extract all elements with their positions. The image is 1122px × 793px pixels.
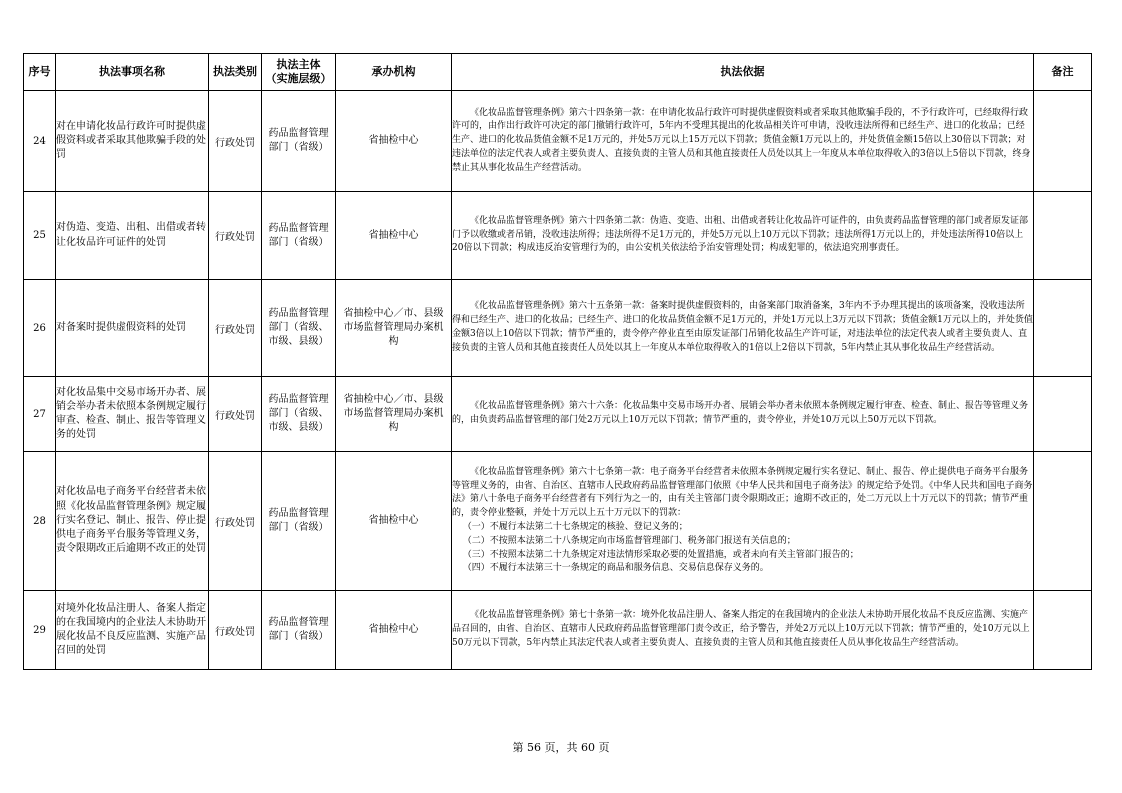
page-footer: 第 56 页，共 60 页 — [512, 741, 610, 754]
org-line: 省抽检中心 — [368, 515, 419, 526]
subject-line: 药品监督管理 — [268, 308, 329, 319]
subject-line: 药品监督管理 — [268, 222, 329, 234]
org-line: 省抽检中心 — [368, 624, 419, 635]
header-basis: 执法依据 — [452, 54, 1034, 91]
header-subject-line1: 执法主体 — [276, 58, 321, 71]
item-name: 对伪造、变造、出租、出借或者转让化妆品许可证件的处罚 — [56, 192, 209, 280]
basis-paragraph: 《化妆品监督管理条例》第六十四条第二款：伪造、变造、出租、出借或者转让化妆品许可证件的，由负责药品监督管理的部门或者原发证部门予以收缴或者吊销，没收违法所得；违法所得不足1万元的，并处5万元以上10万元以下罚款；违法所得1万元以上的，并处违法所得10倍以上20倍以下罚款；构成违反治安管理行为的，由公安机关依法给予治安管理处罚；构成犯罪的，依法追究刑事责任。 — [452, 215, 1029, 254]
table-row — [24, 377, 1092, 452]
table-row — [24, 591, 1092, 670]
subject-line: 部门（省级、 — [268, 322, 329, 333]
header-org: 承办机构 — [336, 54, 452, 91]
org-line: 市场监督管理局办案机 — [343, 408, 444, 419]
enforcement-subject — [262, 91, 336, 192]
subject-line: 药品监督管理 — [268, 617, 329, 628]
enforcement-subject — [262, 280, 336, 377]
subject-line: 部门（省级） — [268, 236, 329, 248]
header-subject-line2: （实施层级） — [265, 72, 332, 85]
row-number: 24 — [24, 91, 56, 192]
legal-basis — [452, 377, 1034, 452]
header-row — [24, 54, 1092, 91]
remark-cell — [1034, 91, 1092, 192]
org-line: 构 — [388, 422, 399, 433]
remark-cell — [1034, 591, 1092, 670]
enforcement-subject — [262, 591, 336, 670]
remark-cell — [1034, 377, 1092, 452]
enforcement-category: 行政处罚 — [209, 192, 262, 280]
handling-organization — [336, 280, 452, 377]
remark-cell — [1034, 452, 1092, 591]
handling-organization — [336, 192, 452, 280]
header-category: 执法类别 — [209, 54, 262, 91]
row-number: 26 — [24, 280, 56, 377]
org-line: 省抽检中心 — [368, 229, 419, 241]
remark-cell — [1034, 192, 1092, 280]
enforcement-subject — [262, 192, 336, 280]
org-line: 省抽检中心 — [368, 135, 419, 146]
item-name: 对境外化妆品注册人、备案人指定的在我国境内的企业法人未协助开展化妆品不良反应监测、实施产品召回的处罚 — [56, 591, 209, 670]
enforcement-category: 行政处罚 — [209, 591, 262, 670]
legal-basis — [452, 280, 1034, 377]
basis-paragraph: 《化妆品监督管理条例》第六十四条第一款：在申请化妆品行政许可时提供虚假资料或者采取其他欺骗手段的，不予行政许可，已经取得行政许可的，由作出行政许可决定的部门撤销行政许可，5年内不受理其提出的化妆品相关许可申请，没收违法所得和已经生产、进口的化妆品；已经生产、进口的化妆品货值金额不足1万元的，并处5万元以上15万元以下罚款；货值金额1万元以上的，并处货值金额15倍以上30倍以下罚款；对违法单位的法定代表人或者主要负责人、直接负责的主管人员和其他直接责任人员处以其上一年度从本单位取得收入的3倍以上5倍以下罚款，终身禁止其从事化妆品生产经营活动。 — [452, 107, 1031, 173]
subject-line: 部门（省级） — [268, 522, 329, 533]
handling-organization — [336, 91, 452, 192]
table-row — [24, 91, 1092, 192]
enforcement-category: 行政处罚 — [209, 452, 262, 591]
item-name: 对在申请化妆品行政许可时提供虚假资料或者采取其他欺骗手段的处罚 — [56, 91, 209, 192]
item-name: 对化妆品电子商务平台经营者未依照《化妆品监督管理条例》规定履行实名登记、制止、报告、停止提供电子商务平台服务等管理义务，责令限期改正后逾期不改正的处罚 — [56, 452, 209, 591]
subject-line: 药品监督管理 — [268, 508, 329, 519]
header-subject — [262, 54, 336, 91]
subject-line: 市级、县级） — [268, 336, 329, 347]
legal-basis — [452, 91, 1034, 192]
remark-cell — [1034, 280, 1092, 377]
table-row — [24, 192, 1092, 280]
handling-organization — [336, 377, 452, 452]
table-row — [24, 452, 1092, 591]
row-number: 28 — [24, 452, 56, 591]
basis-item: （三）不按照本法第二十九条规定对违法情形采取必要的处置措施，或者未向有关主管部门报告的； — [462, 549, 859, 560]
table-body — [24, 91, 1092, 670]
subject-line: 药品监督管理 — [268, 128, 329, 139]
item-name: 对化妆品集中交易市场开办者、展销会举办者未依照本条例规定履行审查、检查、制止、报告等管理义务的处罚 — [56, 377, 209, 452]
basis-paragraph: 《化妆品监督管理条例》第六十五条第一款：备案时提供虚假资料的，由备案部门取消备案，3年内不予办理其提出的该项备案，没收违法所得和已经生产、进口的化妆品；已经生产、进口的化妆品货值金额不足1万元的，并处1万元以上3万元以下罚款；货值金额1万元以上的，并处货值金额3倍以上10倍以下罚款；情节严重的，责令停产停业直至由原发证部门吊销化妆品生产许可证，对违法单位的法定代表人或者主要负责人、直接负责的主管人员和其他直接责任人员处以其上一年度从本单位取得收入的1倍以上2倍以下罚款，5年内禁止其从事化妆品生产经营活动。 — [452, 301, 1033, 353]
enforcement-category: 行政处罚 — [209, 280, 262, 377]
basis-item: （一）不履行本法第二十七条规定的核验、登记义务的； — [462, 522, 688, 532]
header-remark: 备注 — [1034, 54, 1092, 91]
handling-organization — [336, 591, 452, 670]
subject-line: 部门（省级） — [268, 631, 329, 642]
header-no: 序号 — [24, 54, 56, 91]
item-name: 对备案时提供虚假资料的处罚 — [56, 280, 209, 377]
org-line: 省抽检中心／市、县级 — [343, 394, 444, 405]
enforcement-category: 行政处罚 — [209, 91, 262, 192]
enforcement-category: 行政处罚 — [209, 377, 262, 452]
handling-organization — [336, 452, 452, 591]
org-line: 构 — [388, 336, 399, 347]
basis-item: （四）不履行本法第三十一条规定的商品和服务信息、交易信息保存义务的。 — [462, 563, 769, 574]
row-number: 27 — [24, 377, 56, 452]
enforcement-subject — [262, 377, 336, 452]
subject-line: 市级、县级） — [268, 422, 329, 433]
header-name: 执法事项名称 — [56, 54, 209, 91]
basis-item: （二）不按照本法第二十八条规定向市场监督管理部门、税务部门报送有关信息的； — [462, 535, 796, 546]
basis-paragraph: 《化妆品监督管理条例》第六十六条：化妆品集中交易市场开办者、展销会举办者未依照本条例规定履行审查、检查、制止、报告等管理义务的，由负责药品监督管理的部门处2万元以上10万元以下罚款；情节严重的，责令停业，并处10万元以上50万元以下罚款。 — [452, 401, 1029, 425]
org-line: 市场监督管理局办案机 — [343, 322, 444, 333]
basis-paragraph: 《化妆品监督管理条例》第六十七条第一款：电子商务平台经营者未依照本条例规定履行实名登记、制止、报告、停止提供电子商务平台服务等管理义务的，由省、自治区、直辖市人民政府药品监督管理部门依照《中华人民共和国电子商务法》的规定给予处罚。《中华人民共和国电子商务法》第八十条电子商务平台经营者有下列行为之一的，由有关主管部门责令限期改正；逾期不改正的，处二万元以上十万元以下的罚款；情节严重的，责令停业整顿，并处十万元以上五十万元以下的罚款： — [452, 466, 1033, 519]
table-row — [24, 280, 1092, 377]
basis-paragraph: 《化妆品监督管理条例》第七十条第一款：境外化妆品注册人、备案人指定的在我国境内的企业法人未协助开展化妆品不良反应监测、实施产品召回的，由省、自治区、直辖市人民政府药品监督管理部门责令改正，给予警告，并处2万元以上10万元以下罚款；情节严重的，处10万元以上50万元以下罚款，5年内禁止其法定代表人或者主要负责人、直接负责的主管人员和其他直接责任人员从事化妆品生产经营活动。 — [452, 610, 1030, 648]
legal-basis — [452, 452, 1034, 591]
org-line: 省抽检中心／市、县级 — [343, 308, 444, 319]
enforcement-subject — [262, 452, 336, 591]
subject-line: 部门（省级、 — [268, 408, 329, 419]
row-number: 25 — [24, 192, 56, 280]
enforcement-table — [23, 53, 1092, 670]
subject-line: 药品监督管理 — [268, 394, 329, 405]
legal-basis — [452, 591, 1034, 670]
legal-basis — [452, 192, 1034, 280]
row-number: 29 — [24, 591, 56, 670]
subject-line: 部门（省级） — [268, 142, 329, 153]
